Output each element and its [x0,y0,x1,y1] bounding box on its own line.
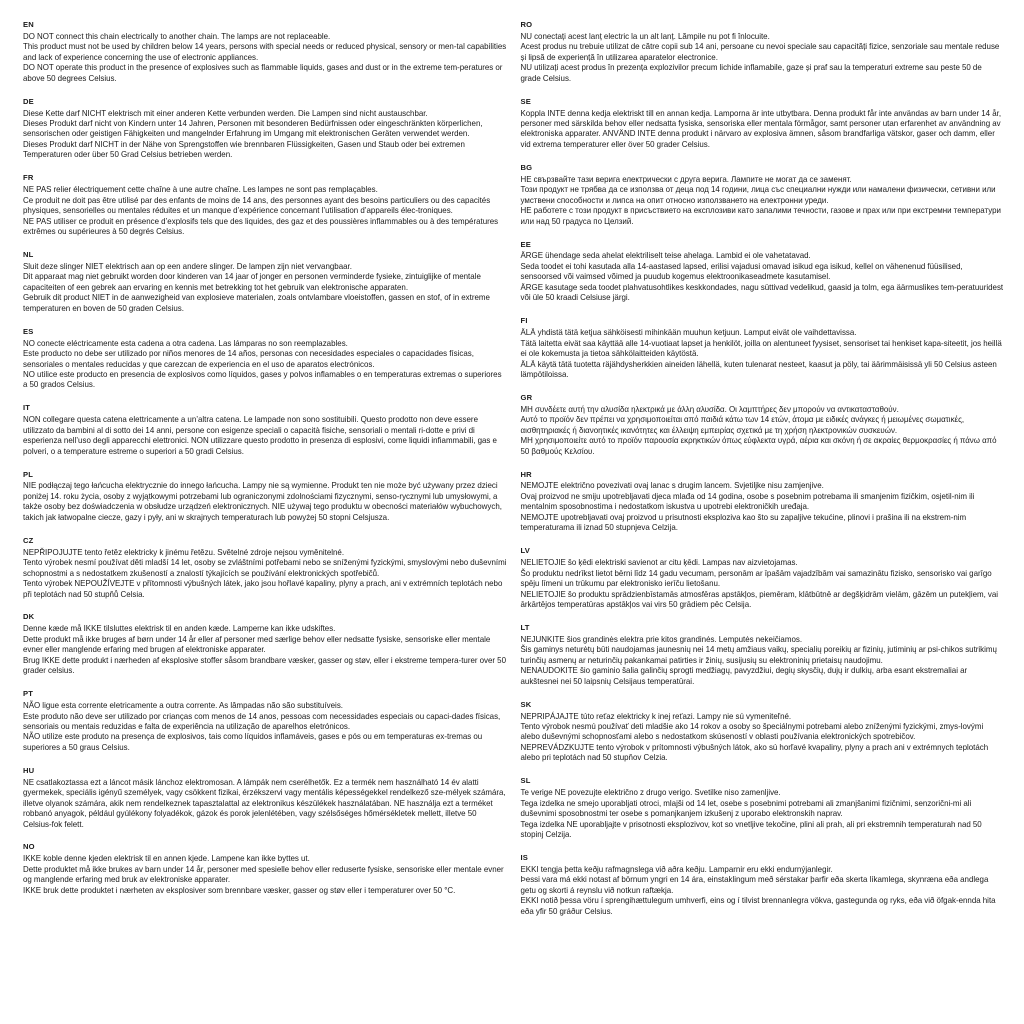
language-section-gr [521,393,1005,457]
warning-paragraph: NÃO utilize este produto na presença de explosivos, tais como líquidos inflamáveis, gases e pós ou em temperaturas ex-tremas ou superiores a 50 graus Celsius. [23,732,483,752]
warning-paragraph: Dit apparaat mag niet gebruikt worden door kinderen van 14 jaar of jonger en personen verminderde fysieke, zintuiglijke of mentale capaciteiten of een gebrek aan ervaring en kennis met betrekking tot het gebruik van elektronische apparaten. [23,272,481,292]
left-column [23,20,507,1024]
language-section-sl [521,776,1005,840]
language-code: SE [520,96,532,106]
language-code: IT [23,403,31,413]
warning-paragraph: NENAUDOKITE šio gaminio šalia galinčių sprogti medžiagų, pavyzdžiui, degių skysčių, dujų ir dulkių, arba esant ekstremaliai ar aukštesnei nei 50 laipsnių Celsijaus temperatūrai. [520,666,968,686]
language-code: SL [520,776,531,786]
language-code: BG [520,162,533,172]
warning-paragraph: Dette produkt må ikke bruges af børn under 14 år eller af personer med særlige behov eller nedsatte fysiske, sensoriske eller mentale evner eller manglende erfaring med brugen af elektroniske apparater. [23,634,491,655]
language-section-fr [23,173,507,237]
right-column [521,20,1005,1024]
warning-paragraph: Dette produktet må ikke brukes av barn under 14 år, personer med spesielle behov eller reduserte fysiske, sensoriske eller mentale evner og manglende erfaring med bruk av elektroniske apparater. [23,864,504,885]
language-code: LV [520,546,531,556]
warning-paragraph: Brug IKKE dette produkt i nærheden af eksplosive stoffer såsom brandbare væsker, gasser og støv, eller i ekstreme tempera-turer over 50 grader celsius. [23,655,507,676]
language-section-de [23,97,507,161]
warning-paragraph: Dieses Produkt darf NICHT in der Nähe von Sprengstoffen wie brennbaren Flüssigkeiten, Gasen und Staub oder bei extremen Temperaturen oder über 50 Grad Celsius betrieben werden. [23,139,465,160]
warning-paragraph: ΜΗ συνδέετε αυτή την αλυσίδα ηλεκτρικά με άλλη αλυσίδα. Οι λαμπτήρες δεν μπορούν να αντικατασταθούν. [520,404,899,414]
warning-paragraph: Denne kæde må IKKE tilsluttes elektrisk til en anden kæde. Lamperne kan ikke udskiftes. [23,624,336,634]
warning-paragraph: NELIETOJIE šo produktu sprādzienbīstamās atmosfēras apstākļos, piemēram, klātbūtnē ar degšķidrām vielām, gāzēm un putekļiem, vai ārkārtējos temperatūras apstākļos vai virs 50 grādiem pēc Celsija. [520,589,999,609]
warning-paragraph: NO conecte eléctricamente esta cadena a otra cadena. Las lámparas no son reemplazables. [23,338,348,348]
language-code: PL [23,469,34,479]
language-code: DE [23,96,34,106]
warning-paragraph: Sluit deze slinger NIET elektrisch aan op een andere slinger. De lampen zijn niet vervangbaar. [23,261,352,271]
language-section-no [23,842,507,896]
language-code: HU [23,765,35,775]
warning-paragraph: Ovaj proizvod ne smiju upotrebljavati djeca mlađa od 14 godina, osobe s posebnim potrebama ili smanjenim fizičkim, osjetil-nim ili mentalnim sposobnostima i nedostatkom iskustva u upotrebi elektroničkih uređaja. [520,491,975,512]
warning-paragraph: DO NOT connect this chain electrically to another chain. The lamps are not replaceable. [23,31,331,41]
warning-paragraph: NEMOJTE električno povezivati ovaj lanac s drugim lancem. Svjetiljke nisu zamjenjive. [520,481,824,491]
warning-paragraph: DO NOT operate this product in the presence of explosives such as flammable liquids, gases and dust or in the extreme tem-peratures or above 50 degrees Celsius. [23,63,503,83]
warning-paragraph: Acest produs nu trebuie utilizat de către copii sub 14 ani, persoane cu nevoi speciale sau capacități fizice, senzoriale sau mentale reduse și lipsă de experiență în utilizarea aparatelor electronice. [520,42,1000,62]
language-code: FI [520,316,528,326]
warning-paragraph: НЕ свързвайте тази верига електрически с друга верига. Лампите не могат да се заменят. [520,174,852,184]
language-section-es [23,327,507,391]
warning-paragraph: NO utilice este producto en presencia de explosivos como líquidos, gases y polvos inflamables o en temperaturas extremas o superiores a 50 grados Celsius. [23,369,502,390]
warning-paragraph: IKKE koble denne kjeden elektrisk til en annen kjede. Lampene kan ikke byttes ut. [23,854,310,864]
warning-paragraph: NE csatlakoztassa ezt a láncot másik lánchoz elektromosan. A lámpák nem cserélhetők. Ez a termék nem használható 14 év alatti gyermekek, speciális igényű személyek, vagy csökkent fizikai, érzékszervi vagy mentális képességekkel rendelkező sze-mélyek számára, illetve olyanok számára, akik nem rendelkeznek tapasztalattal az elektronikus készülékek használatában. NE használja ezt a terméket robbanó anyagok, például gyúlékony folyadékok, gázok és porok jelenlétében, vagy szélsőséges hőmérsékletek mellett, illetve 50 Celsius-fok felett. [23,777,506,829]
language-section-cz [23,536,507,600]
warning-paragraph: Този продукт не трябва да се използва от деца под 14 години, лица със специални нужди или намалени физически, сетивни или умствени способности и липса на опит относно използването на електронни уреди. [520,185,996,205]
warning-paragraph: EKKI notið þessa vöru í sprengihættulegum umhverfi, eins og í tilvist brennanlegra vökva, gastegunda og ryks, eða við öfgak-ennda hita eða yfir 50 gráður Celsius. [520,896,996,916]
language-code: NO [23,842,35,852]
language-code: IS [520,852,529,862]
warning-paragraph: Te verige NE povezujte električno z drugo verigo. Svetilke niso zamenljive. [520,788,781,798]
warning-paragraph: NON collegare questa catena elettricamente a un’altra catena. Le lampade non sono sostituibili. Questo prodotto non deve essere utilizzato da bambini al di sotto dei 14 anni, persone con esigenze speciali o capacità fisiche, sensoriali o mentali ri-dotte e privi di esperienza nell’uso degli apparecchi elettronici. NON utilizzare questo prodotto in presenza di esplosivi, come liquidi infiammabili, gas e polveri, o a temperature estreme o superiori a 50 gradi Celsius. [23,415,497,456]
language-section-lt [521,623,1005,687]
warning-paragraph: Tega izdelka ne smejo uporabljati otroci, mlajši od 14 let, osebe s posebnimi potrebami ali zmanjšanimi fizičnimi, senzorični-mi ali duševnimi sposobnostmi ter osebe s pomanjkanjem izkušenj z uporabo elektronskih naprav. [520,798,972,819]
warning-paragraph: ÄLÄ käytä tätä tuotetta räjähdysherkkien aineiden lähellä, kuten tulenarat nesteet, kaasut ja pöly, tai äärimmäisissä yli 50 Celsius asteen lämpötiloissa. [520,359,997,379]
warning-paragraph: Ce produit ne doit pas être utilisé par des enfants de moins de 14 ans, des personnes ayant des besoins particuliers ou des capacités physiques, sensorielles ou mentales réduites et un manque d’expérience concernant l’utilisation d’appareils élec-troniques. [23,195,491,216]
language-code: EE [520,239,532,249]
warning-paragraph: Este producto no debe ser utilizado por niños menores de 14 años, personas con necesidades especiales o capacidades físicas, sensoriales o mentales reducidas y que carezcan de experiencia en el uso de aparatos electrónicos. [23,349,474,369]
language-section-fi [521,316,1005,380]
warning-paragraph: Dieses Produkt darf nicht von Kindern unter 14 Jahren, Personen mit besonderen Bedürfnissen oder eingeschränkten körperlichen, sensorischen oder geistigen Fähigkeiten und mangelnder Erfahrung im Umgang mit elektronischen Geräten verwendet werden. [23,119,483,139]
warning-paragraph: NU utilizați acest produs în prezența explozivilor precum lichide inflamabile, gaze și praf sau la temperaturi extreme sau peste 50 de grade Celsius. [520,63,982,83]
warning-paragraph: ÄLÄ yhdistä tätä ketjua sähköisesti mihinkään muuhun ketjuun. Lamput eivät ole vaihdettavissa. [520,328,857,338]
warning-paragraph: This product must not be used by children below 14 years, persons with special needs or reduced physical, sensory or men-tal capabilities and lack of experience concerning the use of electronic appliances. [23,42,507,62]
language-section-pt [23,689,507,753]
language-code: FR [23,173,34,183]
language-code: DK [23,612,35,622]
language-code: ES [23,326,34,336]
language-code: RO [520,20,533,29]
warning-paragraph: Tätä laitetta eivät saa käyttää alle 14-vuotiaat lapset ja henkilöt, joilla on alentuneet fyysiset, sensoriset tai henkiset kapa-siteetit, jos heillä ei ole kokemusta ja tietoa sähkölaitteiden käytöstä. [520,338,1002,359]
warning-paragraph: Šo produktu nedrīkst lietot bērni līdz 14 gadu vecumam, personām ar īpašām vajadzībām vai samazinātu fizisko, sensorisko vai garīgo spēju līmeni un trūkumu par elektronisko ierīču lietošanu. [520,568,992,589]
language-code: SK [520,699,532,709]
language-section-bg [521,163,1005,227]
language-section-ro [521,20,1005,84]
language-code: EN [23,20,34,29]
warning-paragraph: Gebruik dit product NIET in de aanwezigheid van explosieve materialen, zoals ontvlambare vloeistoffen, gassen en stof, of in extreme temperaturen en boven de 50 graden Celsius. [23,293,490,313]
language-section-ee [521,240,1005,304]
language-section-is [521,853,1005,917]
warning-paragraph: Diese Kette darf NICHT elektrisch mit einer anderen Kette verbunden werden. Die Lampen sind nicht austauschbar. [23,108,428,118]
warning-paragraph: Este produto não deve ser utilizado por crianças com menos de 14 anos, pessoas com necessidades especiais ou capaci-dades físicas, sensoriais ou mentais reduzidas e falta de experiência na utilização de aparelhos eletrónicos. [23,711,501,731]
language-section-hr [521,470,1005,534]
warning-paragraph: NEPŘIPOJUJTE tento řetěz elektricky k jinému řetězu. Světelné zdroje nejsou vyměnitelné. [23,547,345,557]
language-section-pl [23,470,507,524]
language-section-sk [521,700,1005,764]
language-section-hu [23,766,507,830]
language-code: HR [520,469,532,479]
language-section-en [23,20,507,84]
language-code: PT [23,689,34,699]
language-section-se [521,97,1005,151]
warning-paragraph: NEMOJTE upotrebljavati ovaj proizvod u prisutnosti eksploziva kao što su zapaljive tekućine, plinovi i prašina ili na ekstrem-nim temperaturama ili iznad 50 stupnjeva Celzija. [520,512,967,533]
language-section-dk [23,612,507,676]
warning-paragraph: NÃO ligue esta corrente eletricamente a outra corrente. As lâmpadas não são substituíveis. [23,701,343,711]
language-code: CZ [23,535,34,545]
warning-paragraph: Koppla INTE denna kedja elektriskt till en annan kedja. Lamporna är inte utbytbara. Denna produkt får inte användas av barn under 14 år, personer med särskilda behov eller nedsatta fysiska, sensoriska eller mentala förmågor, samt personer utan erfarenhet av användning av elektroniska apparater. ANVÄND INTE denna produkt i närvaro av explosiva ämnen, såsom brandfarliga vätskor, gaser och damm, eller vid extrema temperaturer eller över 50 grader Celsius. [520,108,1002,149]
warning-paragraph: Šis gaminys neturėtų būti naudojamas jaunesnių nei 14 metų amžiaus vaikų, specialių poreikių ar fizinių, jutiminių ar psi-chikos sutrikimų turinčių asmenų ar neturinčių pakankamai patirties ir žinių, susijusių su elektroninių prietaisų naudojimu. [520,645,997,665]
warning-paragraph: NEJUNKITE šios grandinės elektra prie kitos grandinės. Lemputės nekeičiamos. [520,634,803,644]
warning-paragraph: Αυτό το προϊόν δεν πρέπει να χρησιμοποιείται από παιδιά κάτω των 14 ετών, άτομα με ειδικές ανάγκες ή μειωμένες σωματικές, αισθητηριακές ή διανοητικές ικανότητες και έλλειψη εμπειρίας σχετικά με τη χρήση ηλεκτρονικών συσκευών. [520,415,965,435]
warning-paragraph: NU conectați acest lanț electric la un alt lanț. Lămpile nu pot fi înlocuite. [520,31,770,41]
warning-paragraph: NIE podłączaj tego łańcucha elektrycznie do innego łańcucha. Lampy nie są wymienne. Produkt ten nie może być używany przez dzieci poniżej 14. roku życia, osoby z wyjątkowymi potrzebami lub ograniczonymi zdolnościami fizycznymi, senso-rycznymi lub umysłowymi, a także osoby bez doświadczenia w obsłudze urządzeń elektronicznych. NIE używaj tego produktu w obecności materiałów wybuchowych, takich jak łatwopalne ciecze, gazy i pyły, ani w skrajnych temperaturach lub powyżej 50 stopni Celsjusza. [23,481,502,522]
warning-paragraph: Tento výrobok nesmú používať deti mladšie ako 14 rokov a osoby so špeciálnymi potrebami alebo zníženými fyzickými, zmys-lovými alebo duševnými schopnosťami alebo s nedostatkom skúseností v oblasti používania elektronických spotrebičov. [520,721,984,742]
language-code: LT [520,622,530,632]
warning-paragraph: NELIETOJIE šo ķēdi elektriski savienot ar citu ķēdi. Lampas nav aizvietojamas. [520,558,798,568]
language-code: GR [520,392,533,402]
warning-paragraph: ΜΗ χρησιμοποιείτε αυτό το προϊόν παρουσία εκρηκτικών όπως εύφλεκτα υγρά, αέρια και σκόνη ή σε ακραίες θερμοκρασίες ή πάνω από 50 βαθμούς Κελσίου. [520,436,997,456]
warning-paragraph: Tento výrobek nesmí používat děti mladší 14 let, osoby se zvláštními potřebami nebo se sníženými fyzickými, smyslovými nebo duševními schopnostmi a s nedostatkem zkušeností a znalostí týkajících se používání elektronických spotřebičů. [23,558,507,578]
warning-paragraph: НЕ работете с този продукт в присъствието на експлозиви като запалими течности, газове и прах или при екстремни температури или над 50 градуса по Целзий. [520,206,1001,226]
language-section-it [23,403,507,457]
warning-paragraph: Þessi vara má ekki notast af börnum yngri en 14 ára, einstaklingum með sérstakar þarfir eða skerta líkamlega, skynræna eða andlega getu og skorti á reynslu við notkun raftækja. [520,875,989,895]
warning-paragraph: Tento výrobek NEPOUŽÍVEJTE v přítomnosti výbušných látek, jako jsou hořlavé kapaliny, plyny a prach, ani v extrémních teplotách nebo při teplotách nad 50 stupňů Celsia. [23,579,503,599]
warning-paragraph: ÄRGE ühendage seda ahelat elektriliselt teise ahelaga. Lambid ei ole vahetatavad. [520,251,811,261]
language-code: NL [23,250,34,260]
language-section-nl [23,250,507,314]
language-section-lv [521,546,1005,610]
warning-paragraph: NEPREVÁDZKUJTE tento výrobok v prítomnosti výbušných látok, ako sú horľavé kvapaliny, plyny a prach ani v extrémnych teplotách alebo pri teplotách nad 50 stupňov Celzia. [520,742,989,763]
warning-paragraph: NE PAS relier électriquement cette chaîne à une autre chaîne. Les lampes ne sont pas remplaçables. [23,185,378,195]
warning-paragraph: Tega izdelka NE uporabljajte v prisotnosti eksplozivov, kot so vnetljive tekočine, plini ali prah, ali pri ekstremnih temperaturah nad 50 stopinj Celzija. [520,819,982,839]
warning-paragraph: NE PAS utiliser ce produit en présence d’explosifs tels que des liquides, des gaz et des poussières inflammables ou à des températures extrêmes ou supérieures à 50 degrés Celsius. [23,216,499,237]
warning-paragraph: ÄRGE kasutage seda toodet plahvatusohtlikes keskkondades, nagu süttivad vedelikud, gaasid ja tolm, ega äärmuslikes tem-peratuuridest või üle 50 kraadi Celsiuse järgi. [520,282,1004,303]
warning-paragraph: NEPRIPÁJAJTE túto reťaz elektricky k inej reťazi. Lampy nie sú vymeniteľné. [520,711,792,721]
warning-paragraph: Seda toodet ei tohi kasutada alla 14-aastased lapsed, erilisi vajadusi omavad isikud ega isikud, kellel on vähenenud füüsilised, sensoorsed või vaimsed võimed ja puudub kogemus elektroonikaseadmete kasutamisel. [520,261,963,282]
warning-paragraph: EKKI tengja þetta keðju rafmagnslega við aðra keðju. Lamparnir eru ekki endurnýjanlegir. [520,864,833,874]
warning-paragraph: IKKE bruk dette produktet i nærheten av eksplosiver som brennbare væsker, gasser og støv eller i temperaturer over 50 °C. [23,885,456,895]
